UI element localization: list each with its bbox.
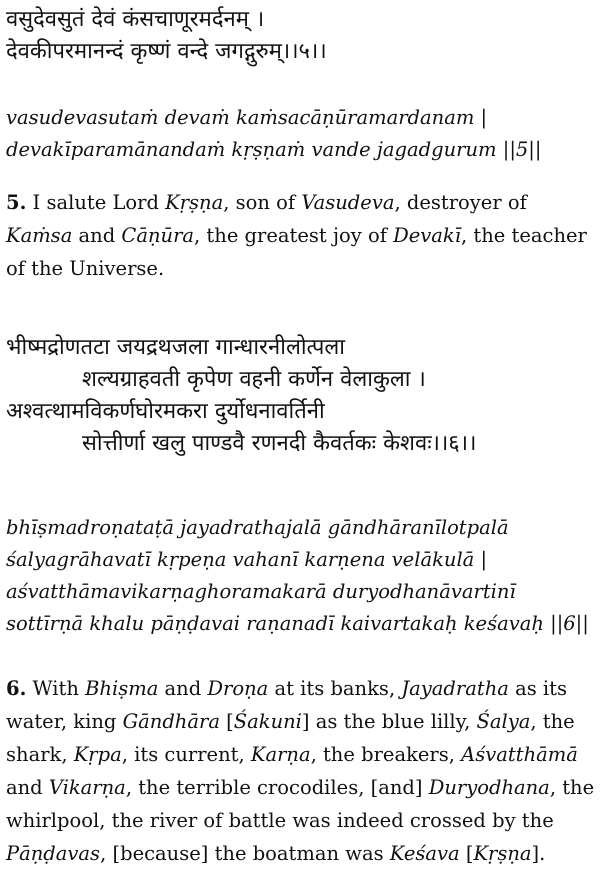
transliteration-line: śalyagrāhavatī kṛpeṇa vahanī karṇena velākulā | xyxy=(6,548,488,571)
italic-term: Kṛṣṇa xyxy=(473,842,532,865)
italic-term: Keśava xyxy=(389,842,460,865)
text-run: [ xyxy=(459,842,474,865)
italic-term: Droṇa xyxy=(207,677,269,700)
translation-body xyxy=(6,677,594,865)
verse-5-sanskrit xyxy=(6,4,327,68)
verse-6-translation xyxy=(6,672,596,870)
text-run: , the greatest joy of xyxy=(194,224,394,247)
sanskrit-line: शल्यग्राहवती कृपेण वहनी कर्णेन वेलाकुला । xyxy=(82,367,426,392)
italic-term: Śalya xyxy=(476,710,531,733)
text-run: , the whirlpool, the river of battle was indeed crossed by the xyxy=(6,776,595,832)
text-run: [ xyxy=(219,710,234,733)
italic-term: Cāṇūra xyxy=(121,224,195,247)
italic-term: Vikarṇa xyxy=(48,776,126,799)
text-run: ] as the blue lilly, xyxy=(301,710,477,733)
sanskrit-line: देवकीपरमानन्दं कृष्णं वन्दे जगद्गुरुम्।।५।। xyxy=(6,39,327,64)
italic-term: Kṛpa xyxy=(73,743,122,766)
italic-term: Bhiṣma xyxy=(85,677,159,700)
verse-number: 5. xyxy=(6,191,27,214)
text-run: , the breakers, xyxy=(310,743,462,766)
italic-term: Aśvatthāmā xyxy=(461,743,578,766)
verse-6-sanskrit xyxy=(6,332,476,460)
transliteration-line: devakīparamānandaṁ kṛṣṇaṁ vande jagadgurum ||5|| xyxy=(6,138,542,161)
transliteration-line: vasudevasutaṁ devaṁ kaṁsacāṇūramardanam | xyxy=(6,106,488,129)
translation-body xyxy=(6,191,587,280)
italic-term: Duryodhana xyxy=(428,776,550,799)
sanskrit-line: भीष्मद्रोणतटा जयद्रथजला गान्धारनीलोत्पला xyxy=(6,335,345,360)
italic-term: Pāṇḍavas xyxy=(6,842,101,865)
text-run: at its banks, xyxy=(268,677,402,700)
italic-term: Gāndhāra xyxy=(122,710,220,733)
transliteration-line: sottīrṇā khalu pāṇḍavai raṇanadī kaivartakaḥ keśavaḥ ||6|| xyxy=(6,612,589,635)
text-run: , son of xyxy=(223,191,302,214)
text-run: and xyxy=(6,776,49,799)
verse-number: 6. xyxy=(6,677,27,700)
sanskrit-line: वसुदेवसुतं देवं कंसचाणूरमर्दनम् । xyxy=(6,7,265,32)
italic-term: Devakī xyxy=(393,224,461,247)
italic-term: Kṛṣṇa xyxy=(165,191,224,214)
text-run: , its current, xyxy=(121,743,251,766)
italic-term: Śakuni xyxy=(233,710,302,733)
sanskrit-line: सोत्तीर्णा खलु पाण्डवै रणनदी कैवर्तकः केशवः।।६।। xyxy=(82,431,477,456)
transliteration-line: aśvatthāmavikarṇaghoramakarā duryodhanāvartinī xyxy=(6,580,516,603)
text-run: , [because] the boatman was xyxy=(100,842,390,865)
text-run: , destroyer of xyxy=(394,191,527,214)
transliteration-line: bhīṣmadroṇataṭā jayadrathajalā gāndhāranīlotpalā xyxy=(6,516,509,539)
text-run: I salute Lord xyxy=(26,191,166,214)
verse-6-transliteration xyxy=(6,512,589,640)
italic-term: Kaṁsa xyxy=(6,224,73,247)
text-run: as its water, king xyxy=(6,677,568,733)
text-run: , the shark, xyxy=(6,710,575,766)
verse-5-translation xyxy=(6,186,596,285)
verse-5-transliteration xyxy=(6,102,541,166)
text-run: , the terrible crocodiles, [and] xyxy=(125,776,429,799)
text-run: and xyxy=(72,224,122,247)
italic-term: Vasudeva xyxy=(301,191,395,214)
text-run: and xyxy=(158,677,208,700)
sanskrit-line: अश्वत्थामविकर्णघोरमकरा दुर्योधनावर्तिनी xyxy=(6,399,325,424)
italic-term: Karṇa xyxy=(250,743,311,766)
text-run: With xyxy=(26,677,86,700)
text-run: , the teacher of the Universe. xyxy=(6,224,587,280)
text-run: ]. xyxy=(531,842,546,865)
italic-term: Jayadratha xyxy=(401,677,509,700)
